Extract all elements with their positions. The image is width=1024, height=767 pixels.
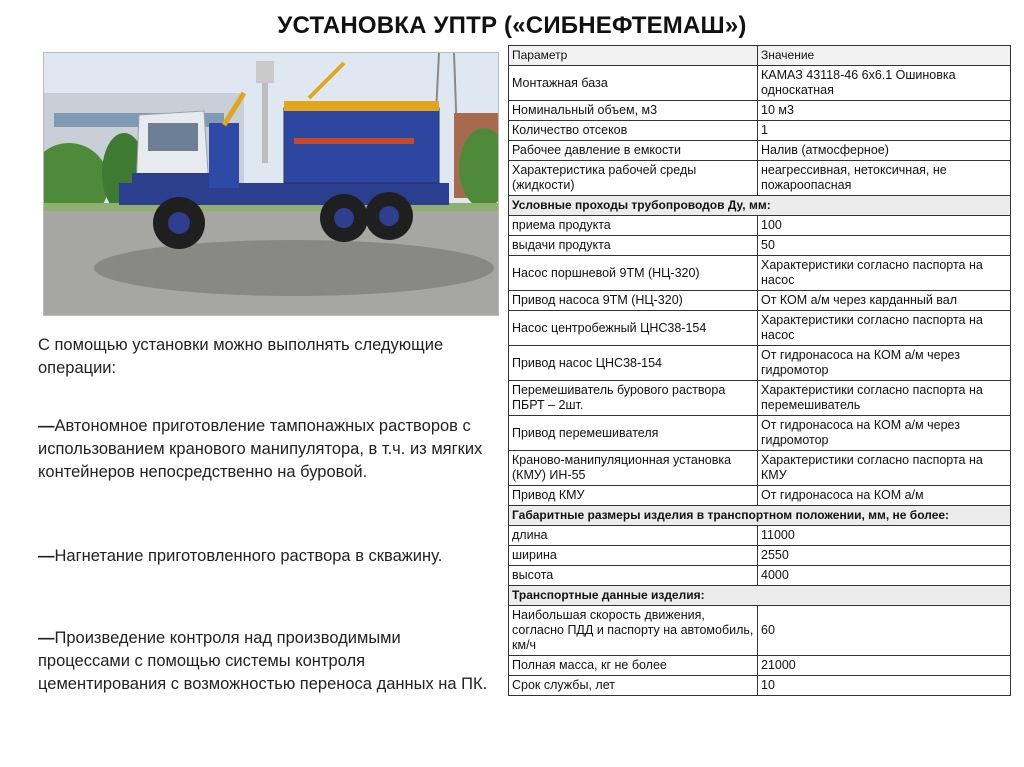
value-cell: От гидронасоса на КОМ а/м через гидромотор <box>758 416 1011 451</box>
table-row <box>509 256 1011 291</box>
header-param: Параметр <box>509 46 758 66</box>
param-cell: Краново-манипуляционная установка (КМУ) ИН-55 <box>509 451 758 486</box>
table-row <box>509 236 1011 256</box>
value-cell: 10 м3 <box>758 101 1011 121</box>
section-title: Габаритные размеры изделия в транспортном положении, мм, не более: <box>509 506 1011 526</box>
value-cell: 10 <box>758 676 1011 696</box>
param-cell: ширина <box>509 546 758 566</box>
table-row <box>509 656 1011 676</box>
value-cell: Характеристики согласно паспорта на перемешиватель <box>758 381 1011 416</box>
value-cell: 1 <box>758 121 1011 141</box>
table-row <box>509 451 1011 486</box>
param-cell: Характеристика рабочей среды (жидкости) <box>509 161 758 196</box>
value-cell: 4000 <box>758 566 1011 586</box>
header-value: Значение <box>758 46 1011 66</box>
table-section-row <box>509 506 1011 526</box>
intro-text: С помощью установки можно выполнять следующие операции: <box>38 336 444 377</box>
value-cell: 2550 <box>758 546 1011 566</box>
table-row <box>509 416 1011 451</box>
table-row <box>509 101 1011 121</box>
dash: — <box>38 629 55 647</box>
param-cell: Привод КМУ <box>509 486 758 506</box>
truck-illustration <box>44 53 498 315</box>
param-cell: выдачи продукта <box>509 236 758 256</box>
operation-text: Автономное приготовление тампонажных растворов с использованием кранового манипулятора, в т.ч. из мягких контейнеров непосредственно на буровой. <box>38 417 483 481</box>
param-cell: Привод насос ЦНС38-154 <box>509 346 758 381</box>
param-cell: приема продукта <box>509 216 758 236</box>
operation-text: Произведение контроля над производимыми процессами с помощью системы контроля цементирования с возможностью переноса данных на ПК. <box>38 629 488 693</box>
table-row <box>509 606 1011 656</box>
table-row <box>509 566 1011 586</box>
table-row <box>509 216 1011 236</box>
param-cell: Монтажная база <box>509 66 758 101</box>
param-cell: Полная масса, кг не более <box>509 656 758 676</box>
value-cell: От гидронасоса на КОМ а/м <box>758 486 1011 506</box>
value-cell: 11000 <box>758 526 1011 546</box>
value-cell: Характеристики согласно паспорта на КМУ <box>758 451 1011 486</box>
section-title: Условные проходы трубопроводов Ду, мм: <box>509 196 1011 216</box>
operation-text: Нагнетание приготовленного раствора в скважину. <box>54 547 443 565</box>
dash: — <box>38 417 55 435</box>
value-cell: неагрессивная, нетоксичная, не пожароопасная <box>758 161 1011 196</box>
value-cell: Налив (атмосферное) <box>758 141 1011 161</box>
value-cell: КАМАЗ 43118-46 6х6.1 Ошиновка односкатная <box>758 66 1011 101</box>
dash: — <box>38 547 55 565</box>
table-row <box>509 121 1011 141</box>
table-row <box>509 141 1011 161</box>
value-cell: От КОМ а/м через карданный вал <box>758 291 1011 311</box>
parameters-table <box>508 45 1011 696</box>
table-row <box>509 346 1011 381</box>
param-cell: Привод перемешивателя <box>509 416 758 451</box>
table-row <box>509 161 1011 196</box>
value-cell: Характеристики согласно паспорта на насос <box>758 256 1011 291</box>
section-title: Транспортные данные изделия: <box>509 586 1011 606</box>
param-cell: Наибольшая скорость движения, согласно ПДД и паспорту на автомобиль, км/ч <box>509 606 758 656</box>
table-row <box>509 546 1011 566</box>
value-cell: 100 <box>758 216 1011 236</box>
table-row <box>509 311 1011 346</box>
param-cell: высота <box>509 566 758 586</box>
value-cell: 21000 <box>758 656 1011 676</box>
table-row <box>509 676 1011 696</box>
table-section-row <box>509 586 1011 606</box>
param-cell: Номинальный объем, м3 <box>509 101 758 121</box>
table-header-row <box>509 46 1011 66</box>
table-row <box>509 381 1011 416</box>
table-row <box>509 291 1011 311</box>
table-row <box>509 66 1011 101</box>
page-title: УСТАНОВКА УПТР («СИБНЕФТЕМАШ») <box>277 12 747 39</box>
table-row <box>509 486 1011 506</box>
truck-photo <box>43 52 499 316</box>
table-row <box>509 526 1011 546</box>
value-cell: Характеристики согласно паспорта на насос <box>758 311 1011 346</box>
param-cell: Насос центробежный ЦНС38-154 <box>509 311 758 346</box>
param-cell: Количество отсеков <box>509 121 758 141</box>
value-cell: От гидронасоса на КОМ а/м через гидромотор <box>758 346 1011 381</box>
param-cell: Привод насоса 9ТМ (НЦ-320) <box>509 291 758 311</box>
param-cell: Перемешиватель бурового раствора ПБРТ – 2шт. <box>509 381 758 416</box>
param-cell: Насос поршневой 9ТМ (НЦ-320) <box>509 256 758 291</box>
param-cell: Срок службы, лет <box>509 676 758 696</box>
param-cell: Рабочее давление в емкости <box>509 141 758 161</box>
operation-item <box>38 627 488 696</box>
parameters-table-body <box>509 46 1011 696</box>
param-cell: длина <box>509 526 758 546</box>
value-cell: 50 <box>758 236 1011 256</box>
table-section-row <box>509 196 1011 216</box>
operation-item <box>38 415 488 484</box>
value-cell: 60 <box>758 606 1011 656</box>
operation-item <box>38 545 488 568</box>
